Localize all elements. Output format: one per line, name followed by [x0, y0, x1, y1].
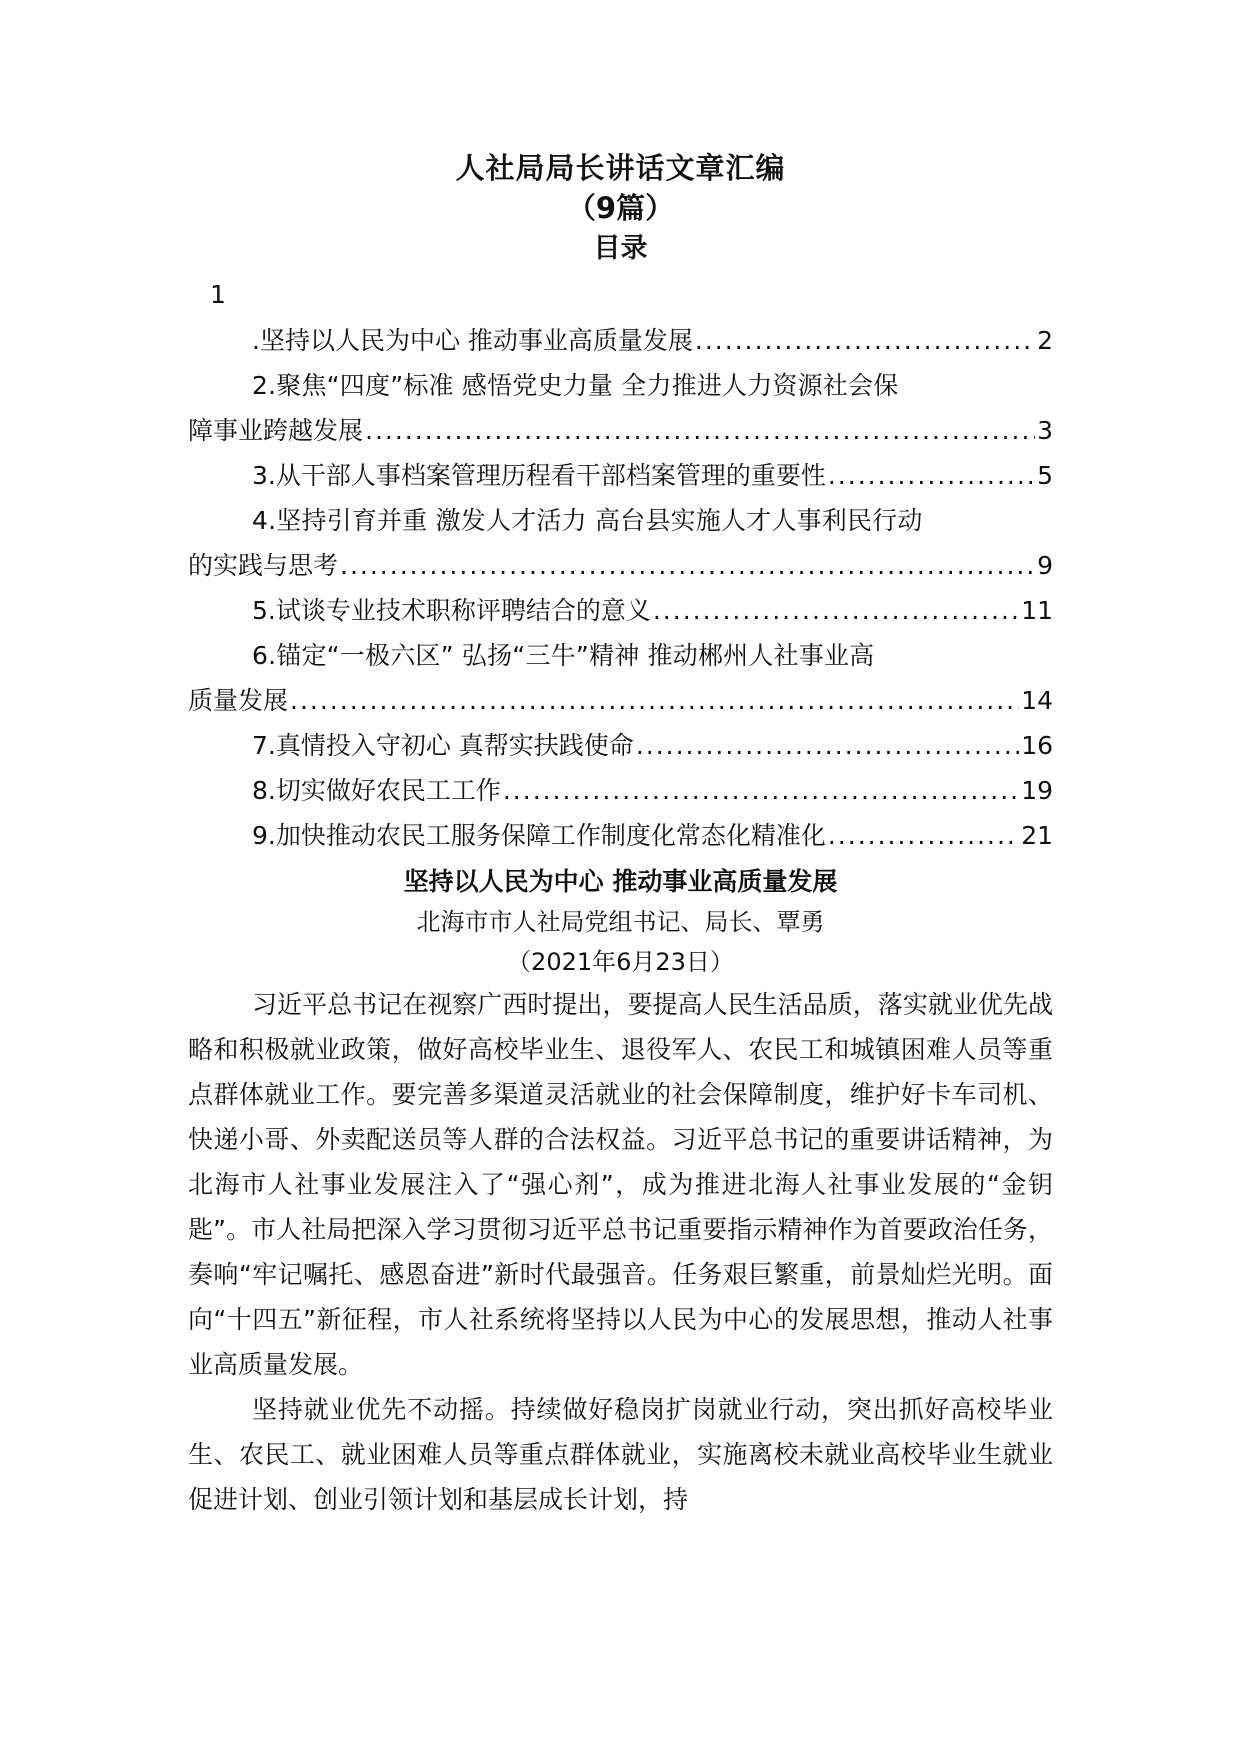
document-title: 人社局局长讲话文章汇编: [455, 151, 786, 185]
toc-page-number: 14: [1021, 686, 1053, 715]
article-paragraph: 坚持就业优先不动摇。持续做好稳岗扩岗就业行动，突出抓好高校毕业生、农民工、就业困难人员等重点群体就业，实施离校未就业高校毕业生就业促进计划、创业引领计划和基层成长计划，持: [188, 1395, 1053, 1514]
toc-page-number: 21: [1021, 821, 1053, 850]
toc-entry-text-line1: 2.聚焦“四度”标准 感悟党史力量 全力推进人力资源社会保: [252, 371, 899, 400]
toc-leader-dots: [828, 453, 1035, 498]
toc-entry[interactable]: [188, 318, 1053, 363]
toc-entry-text: 8.切实做好农民工工作: [252, 776, 501, 805]
toc-page-number: 3: [1037, 416, 1053, 445]
toc-page-number: 11: [1021, 596, 1053, 625]
toc-entry-text: 9.加快推动农民工服务保障工作制度化常态化精准化: [252, 821, 826, 850]
toc-entry[interactable]: [188, 363, 1053, 453]
toc-leader-dots: [695, 318, 1035, 363]
toc-leader-dots: [340, 543, 1035, 588]
toc-entry[interactable]: [188, 498, 1053, 588]
toc-entry-text: 7.真情投入守初心 真帮实扶践使命: [252, 731, 634, 760]
toc-section-number: 1: [210, 280, 226, 309]
document-content: [188, 150, 1053, 1522]
toc-leader-dots: [365, 408, 1035, 453]
toc-entry[interactable]: [188, 588, 1053, 633]
toc-leader-dots: [290, 678, 1019, 723]
toc-entry-text: 5.试谈专业技术职称评聘结合的意义: [252, 596, 651, 625]
toc-page-number: 2: [1037, 326, 1053, 355]
document-count: （9篇）: [566, 191, 675, 225]
article-title: 坚持以人民为中心 推动事业高质量发展: [403, 867, 838, 896]
toc-entry[interactable]: [188, 768, 1053, 813]
toc-page-number: 5: [1037, 461, 1053, 490]
article-date: （2021年6月23日）: [507, 948, 734, 976]
toc-leader-dots: [653, 588, 1019, 633]
toc-entry[interactable]: [188, 453, 1053, 498]
toc-entry-text: 3.从干部人事档案管理历程看干部档案管理的重要性: [252, 461, 826, 490]
toc-entry-text-line1: 4.坚持引育并重 激发人才活力 高台县实施人才人事利民行动: [252, 506, 923, 535]
toc-page-number: 9: [1037, 551, 1053, 580]
toc-page-number: 19: [1021, 776, 1053, 805]
toc-page-number: 16: [1021, 731, 1053, 760]
toc-entry-text: 质量发展: [188, 686, 289, 715]
toc-heading: 目录: [593, 233, 648, 264]
toc-leader-dots: [828, 813, 1019, 858]
table-of-contents: [188, 318, 1053, 858]
toc-leader-dots: [636, 723, 1019, 768]
toc-entry[interactable]: [188, 813, 1053, 858]
toc-entry-text: .坚持以人民为中心 推动事业高质量发展: [252, 326, 693, 355]
toc-entry-text: 障事业跨越发展: [188, 416, 364, 445]
toc-entry-text: 的实践与思考: [188, 551, 339, 580]
toc-entry[interactable]: [188, 633, 1053, 723]
article-paragraph: 习近平总书记在视察广西时提出，要提高人民生活品质，落实就业优先战略和积极就业政策，做好高校毕业生、退役军人、农民工和城镇困难人员等重点群体就业工作。要完善多渠道灵活就业的社会保障制度，维护好卡车司机、快递小哥、外卖配送员等人群的合法权益。习近平总书记的重要讲话精神，为北海市人社事业发展注入了“强心剂”，成为推进北海人社事业发展的“金钥匙”。市人社局把深入学习贯彻习近平总书记重要指示精神作为首要政治任务，奏响“牢记嘱托、感恩奋进”新时代最强音。任务艰巨繁重，前景灿烂光明。面向“十四五”新征程，市人社系统将坚持以人民为中心的发展思想，推动人社事业高质量发展。: [188, 990, 1053, 1379]
toc-leader-dots: [503, 768, 1019, 813]
toc-entry[interactable]: [188, 723, 1053, 768]
toc-entry-text-line1: 6.锚定“一极六区” 弘扬“三牛”精神 推动郴州人社事业高: [252, 641, 875, 670]
article-byline: 北海市市人社局党组书记、局长、覃勇: [416, 908, 825, 936]
